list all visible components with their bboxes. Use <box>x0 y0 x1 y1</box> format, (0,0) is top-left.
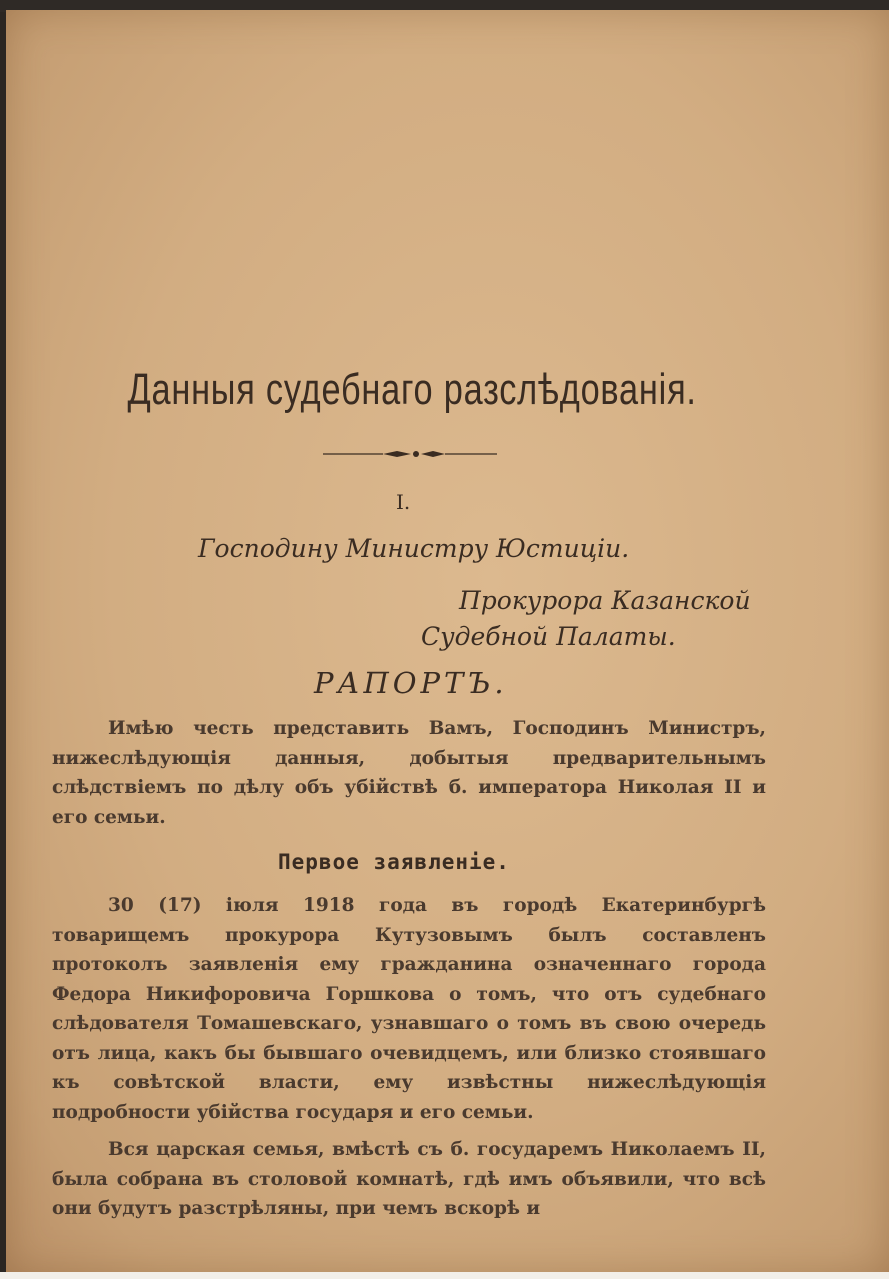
sender-line-2: Судебной Палаты. <box>421 622 676 651</box>
paragraph-intro: Имѣю честь представить Вамъ, Господинъ Министръ, нижеслѣдующія данныя, добытыя предварительнымъ слѣдствіемъ по дѣлу объ убійствѣ б. императора Николая II и его семьи. <box>52 718 766 828</box>
sender-line-1: Прокурора Казанской <box>459 586 751 615</box>
paragraph-continuation: Вся царская семья, вмѣстѣ съ б. государемъ Николаемъ II, была собрана въ столовой комнатѣ, гдѣ имъ объявили, что всѣ они будутъ разстрѣляны, при чемъ вскорѣ и <box>52 1139 766 1219</box>
page-title: Данныя судебнаго разслѣдованія. <box>127 365 697 414</box>
section-subheading: Первое заявленіе. <box>278 850 510 874</box>
addressee: Господину Министру Юстиціи. <box>198 534 630 563</box>
report-heading: РАПОРТЪ. <box>314 666 508 700</box>
section-number: I. <box>396 490 411 514</box>
scan-bottom-edge <box>0 1272 889 1279</box>
document-page <box>6 10 889 1274</box>
paragraph-statement: 30 (17) іюля 1918 года въ городѣ Екатеринбургѣ товарищемъ прокурора Кутузовымъ былъ составленъ протоколъ заявленія ему гражданина означеннаго города Федора Никифоровича Горшкова о томъ, что отъ судебнаго слѣдователя Томашевскаго, узнавшаго о томъ въ свою очередь отъ лица, какъ бы бывшаго очевидцемъ, или близко стоявшаго къ совѣтской власти, ему извѣстны нижеслѣдующія подробности убійства государя и его семьи. <box>52 895 766 1123</box>
ornament-divider <box>321 446 499 462</box>
